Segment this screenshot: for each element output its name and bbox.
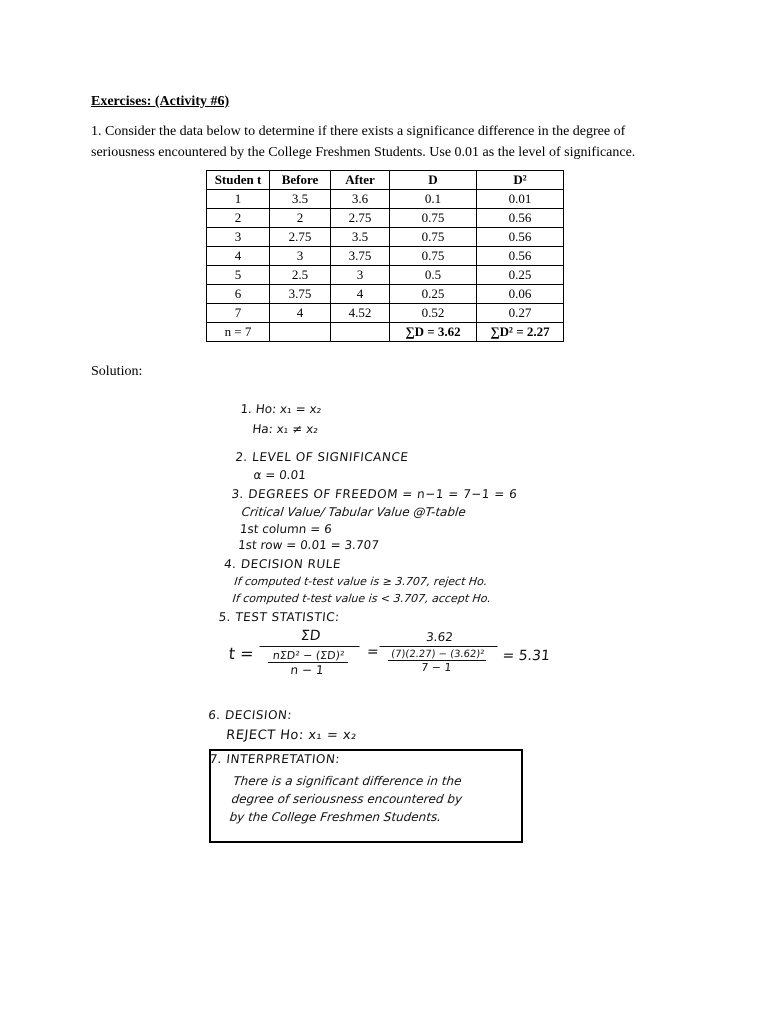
table-cell: 3.75 — [331, 247, 390, 266]
table-header-row — [207, 171, 564, 190]
table-cell: 0.75 — [390, 247, 477, 266]
data-table — [206, 170, 564, 342]
table-cell: 0.01 — [477, 190, 564, 209]
hypothesis-null: 1. Ho: x₁ = x₂ — [239, 402, 323, 416]
step-level-of-significance: 2. LEVEL OF SIGNIFICANCE — [234, 450, 410, 464]
t-label: t = — [227, 644, 255, 663]
first-column-line: 1st column = 6 — [239, 522, 333, 536]
table-cell: 6 — [207, 285, 270, 304]
table-cell: 4 — [207, 247, 270, 266]
footer-empty — [270, 323, 331, 342]
table-cell: 4 — [331, 285, 390, 304]
interpretation-line-1: There is a significant difference in the — [232, 774, 463, 788]
table-cell: 0.5 — [390, 266, 477, 285]
header-student: Studen t — [207, 171, 270, 190]
decision-reject: REJECT Ho: x₁ = x₂ — [225, 728, 358, 743]
footer-n: n = 7 — [207, 323, 270, 342]
handwritten-solution — [186, 398, 563, 848]
interpretation-line-3: by the College Freshmen Students. — [228, 810, 442, 824]
table-row — [207, 247, 564, 266]
step-interpretation: 7. INTERPRETATION: — [208, 752, 341, 766]
footer-sum-d-squared: ∑D² = 2.27 — [477, 323, 564, 342]
step-decision: 6. DECISION: — [207, 708, 293, 722]
table-cell: 2.75 — [270, 228, 331, 247]
table-row — [207, 228, 564, 247]
substituted-denominator-bottom: 7 − 1 — [420, 661, 453, 674]
table-row — [207, 304, 564, 323]
table-cell: 0.56 — [477, 247, 564, 266]
table-cell: 2.75 — [331, 209, 390, 228]
table-cell: 1 — [207, 190, 270, 209]
table-row — [207, 285, 564, 304]
interpretation-line-2: degree of seriousness encountered by — [230, 792, 463, 806]
decision-rule-accept: If computed t-test value is < 3.707, accept Ho. — [231, 592, 492, 605]
substituted-numerator: 3.62 — [425, 630, 454, 644]
table-cell: 2 — [207, 209, 270, 228]
table-cell: 4 — [270, 304, 331, 323]
page-title: Exercises: (Activity #6) — [91, 94, 230, 109]
table-cell: 3.75 — [270, 285, 331, 304]
substituted-fraction — [377, 630, 500, 674]
alpha-value: α = 0.01 — [252, 468, 307, 482]
footer-empty — [331, 323, 390, 342]
step-degrees-of-freedom: 3. DEGREES OF FREEDOM = n−1 = 7−1 = 6 — [230, 487, 519, 501]
table-cell: 4.52 — [331, 304, 390, 323]
table-cell: 0.25 — [477, 266, 564, 285]
equals-sign: = — [366, 644, 380, 660]
step-test-statistic: 5. TEST STATISTIC: — [217, 610, 341, 624]
table-cell: 0.75 — [390, 209, 477, 228]
table-cell: 7 — [207, 304, 270, 323]
header-d: D — [390, 171, 477, 190]
step-decision-rule: 4. DECISION RULE — [223, 557, 342, 571]
table-cell: 3 — [270, 247, 331, 266]
table-cell: 0.27 — [477, 304, 564, 323]
table-cell: 3 — [207, 228, 270, 247]
substituted-denominator-top: (7)(2.27) − (3.62)² — [388, 649, 486, 661]
solution-label: Solution: — [91, 364, 143, 379]
table-cell: 0.52 — [390, 304, 477, 323]
header-after: After — [331, 171, 390, 190]
formula-denominator-top: nΣD² − (ΣD)² — [268, 649, 349, 663]
table-row — [207, 190, 564, 209]
table-cell: 3.6 — [331, 190, 390, 209]
table-cell: 0.75 — [390, 228, 477, 247]
critical-value-line: Critical Value/ Tabular Value @T-table — [240, 505, 467, 519]
first-row-line: 1st row = 0.01 = 3.707 — [237, 538, 380, 552]
table-cell: 0.06 — [477, 285, 564, 304]
table-row — [207, 266, 564, 285]
result-value: = 5.31 — [501, 648, 551, 664]
table-cell: 0.56 — [477, 228, 564, 247]
formula-fraction — [256, 628, 361, 677]
formula-denominator-bottom: n − 1 — [289, 663, 325, 677]
table-row — [207, 209, 564, 228]
table-footer-row — [207, 323, 564, 342]
table-cell: 2 — [270, 209, 331, 228]
footer-sum-d: ∑D = 3.62 — [390, 323, 477, 342]
table-cell: 2.5 — [270, 266, 331, 285]
decision-rule-reject: If computed t-test value is ≥ 3.707, reject Ho. — [233, 575, 489, 588]
question-text: 1. Consider the data below to determine if there exists a significance difference in the degree of seriousness encountered by the College Freshmen Students. Use 0.01 as the level of significance. — [91, 124, 636, 160]
formula-numerator: ΣD — [299, 628, 322, 644]
table-cell: 0.56 — [477, 209, 564, 228]
table-cell: 3 — [331, 266, 390, 285]
table-cell: 0.25 — [390, 285, 477, 304]
table-cell: 3.5 — [331, 228, 390, 247]
table-cell: 0.1 — [390, 190, 477, 209]
table-cell: 3.5 — [270, 190, 331, 209]
header-d-squared: D² — [477, 171, 564, 190]
hypothesis-alt: Ha: x₁ ≠ x₂ — [251, 422, 319, 436]
table-cell: 5 — [207, 266, 270, 285]
header-before: Before — [270, 171, 331, 190]
